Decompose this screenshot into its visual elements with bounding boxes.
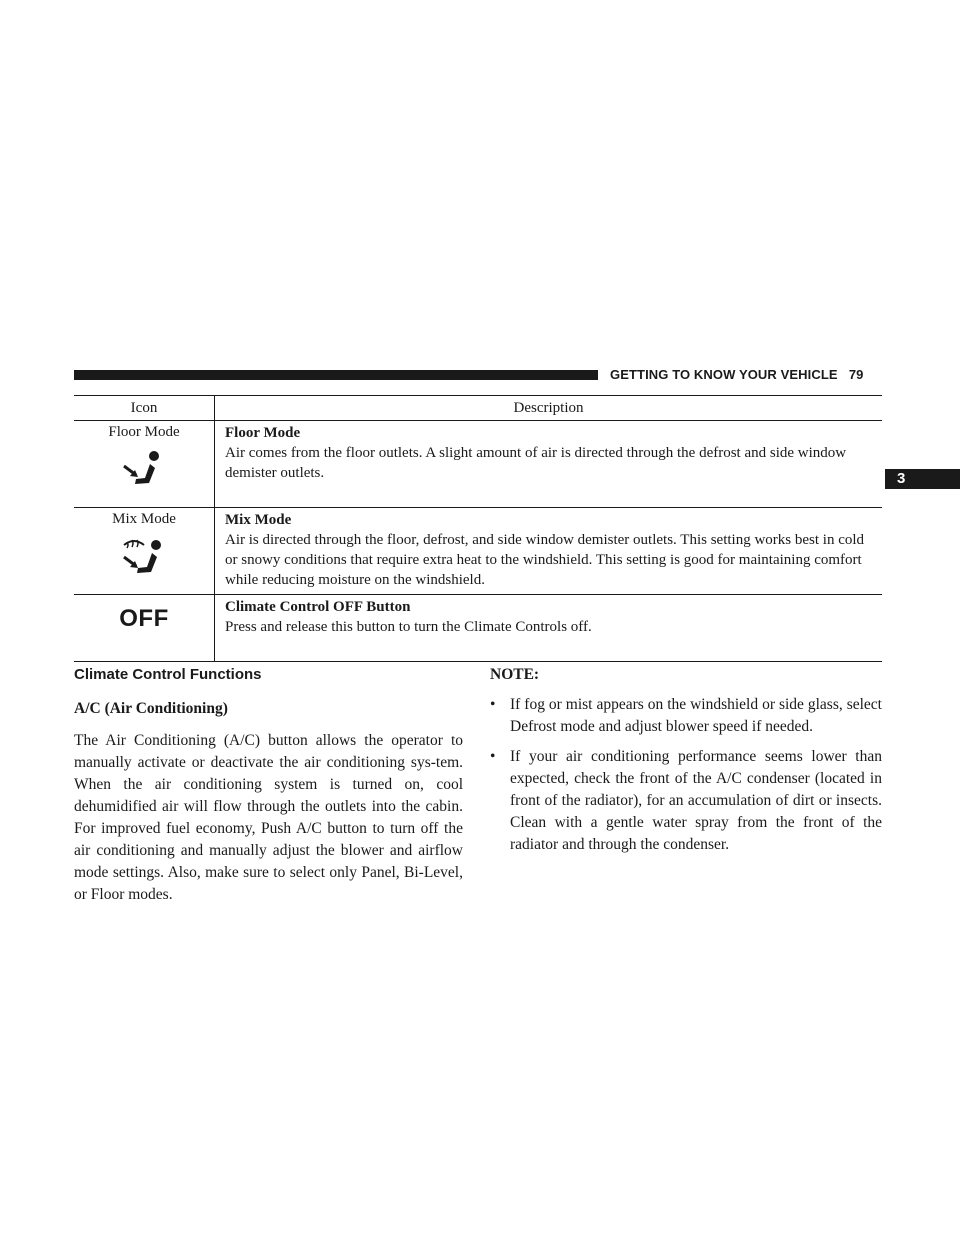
mode-icon-table (74, 395, 882, 662)
note-section (490, 664, 882, 864)
bullet-text: If fog or mist appears on the windshield or side glass, select Defrost mode and adjust blower speed if needed. (510, 696, 882, 735)
table-cell-description (215, 508, 883, 595)
table-cell-icon (74, 421, 215, 508)
table-cell-description (215, 421, 883, 508)
list-item (490, 694, 882, 738)
row-body: Air is directed through the floor, defrost, and side window demister outlets. This setting works best in cold or snowy conditions that require extra heat to the windshield. This setting is good for maintaining comfort while reducing moisture on the windshield. (225, 532, 865, 588)
section-title: Climate Control Functions (74, 666, 262, 683)
table-row (74, 508, 882, 595)
column-header-description: Description (215, 396, 883, 421)
climate-functions-section (74, 664, 463, 906)
table-row (74, 595, 882, 662)
table-cell-description (215, 595, 883, 662)
list-item (490, 746, 882, 856)
page-number: 79 (848, 367, 864, 382)
subsection-title: A/C (Air Conditioning) (74, 700, 228, 717)
row-body: Air comes from the floor outlets. A slight amount of air is directed through the defrost and side window demister outlets. (225, 445, 847, 481)
table-row (74, 421, 882, 508)
row-title: Mix Mode (225, 512, 292, 528)
off-button-icon: OFF (119, 605, 169, 632)
header-section-title: GETTING TO KNOW YOUR VEHICLE (610, 367, 838, 382)
row-title: Floor Mode (225, 425, 301, 441)
icon-label: Mix Mode (112, 511, 176, 527)
bullet-text: If your air conditioning performance seems lower than expected, check the front of the A/C condenser (located in front of the radiator), for an accumulation of dirt or insects. Clean with a gentle water spray from the front of the radiator and through the condenser. (510, 748, 882, 853)
table-header-row (74, 396, 882, 421)
body-paragraph: The Air Conditioning (A/C) button allows the operator to manually activate or deactivate the air conditioning sys-tem. When the air conditioning system is turned on, cool dehumidified air will flow through the outlets into the cabin. For improved fuel economy, Push A/C button to turn off the air conditioning and manually adjust the blower and airflow mode settings. Also, make sure to select only Panel, Bi-Level, or Floor modes. (74, 732, 463, 903)
floor-mode-icon (114, 446, 174, 492)
column-header-icon: Icon (74, 396, 215, 421)
bullet-symbol: • (490, 696, 496, 713)
table-cell-icon (74, 508, 215, 595)
note-label: NOTE: (490, 666, 540, 683)
page-header (610, 367, 885, 382)
chapter-tab: 3 (885, 469, 960, 489)
table-cell-icon (74, 595, 215, 662)
mix-mode-icon (114, 533, 174, 583)
bullet-symbol: • (490, 748, 496, 765)
header-bar (74, 370, 598, 380)
icon-label: Floor Mode (108, 424, 180, 440)
row-title: Climate Control OFF Button (225, 599, 411, 615)
row-body: Press and release this button to turn the Climate Controls off. (225, 619, 592, 635)
